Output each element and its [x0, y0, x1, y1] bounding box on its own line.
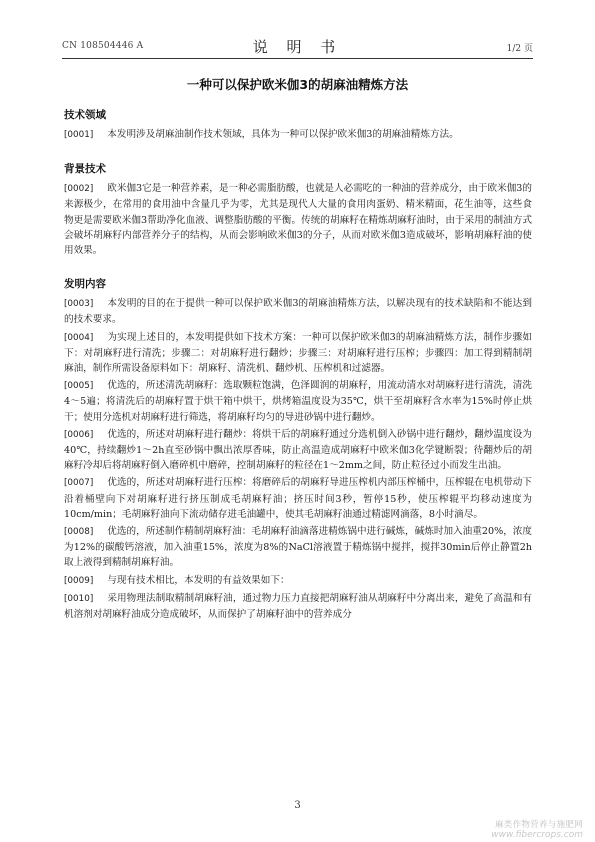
- document-type-heading: 说 明 书: [252, 38, 343, 56]
- paragraph-text: 优选的，所述清洗胡麻籽：选取颗粒饱满，色泽圆润的胡麻籽，用流动清水对胡麻籽进行清洗，清洗4～5遍；将清洗后的胡麻籽置于烘干箱中烘干，烘烤箱温度设为35℃，烘干至胡麻籽含水率为15%时停止烘干；使用分选机对胡麻籽进行筛选，将胡麻籽均匀的导进砂锅中进行翻炒。: [64, 380, 532, 423]
- page-count: 1/2 页: [506, 44, 533, 54]
- paragraph: [64, 330, 532, 377]
- paragraph-text: 优选的，所述对胡麻籽进行压榨：将磨碎后的胡麻籽导进压榨机内部压榨桶中，压榨辊在电机带动下沿着桶壁向下对胡麻籽进行挤压制成毛胡麻籽油；挤压时间3秒，暂停15秒，使压榨辊平均移动速度为10cm/min；毛胡麻籽油向下流动储存进毛油罐中，使其毛胡麻籽油通过精滤网滴落，8小时滴尽。: [64, 477, 532, 520]
- paragraph: [64, 591, 532, 622]
- paragraph-number: [0007]: [64, 478, 94, 489]
- paragraph-number: [0002]: [64, 184, 94, 195]
- paragraph-text: 优选的，所述制作精制胡麻籽油：毛胡麻籽油滴落进精炼锅中进行碱炼，碱炼时加入油重20%，浓度为12%的碳酸钙溶液，加入油重15%，浓度为8%的NaCl溶液置于精炼锅中搅拌，搅拌30min后停止静置2h取上液得到精制胡麻籽油。: [64, 526, 532, 569]
- paragraph: [64, 573, 532, 589]
- paragraph-text: 本发明的目的在于提供一种可以保护欧米伽3的胡麻油精炼方法，以解决现有的技术缺陷和不能达到的技术要求。: [64, 298, 532, 326]
- document-body: [64, 108, 532, 624]
- section-spacer: [64, 145, 532, 162]
- paragraph-text: 为实现上述目的，本发明提供如下技术方案：一种可以保护欧米伽3的胡麻油精炼方法，制作步骤如下：对胡麻籽进行清洗；步骤二：对胡麻籽进行翻炒；步骤三：对胡麻籽进行压榨；步骤四：加工得到精制胡麻油，制作所需设备原料如下：胡麻籽、清洗机、翻炒机、压榨机和过滤器。: [64, 331, 532, 375]
- watermark-url: www.fibercrops.com: [491, 830, 583, 840]
- paragraph-number: [0005]: [64, 381, 94, 392]
- page-number: 3: [294, 800, 301, 811]
- paragraph-text: 本发明涉及胡麻油制作技术领域，具体为一种可以保护欧米伽3的胡麻油精炼方法。: [107, 129, 459, 140]
- page-header: [62, 36, 533, 56]
- paragraph-number: [0006]: [64, 429, 94, 440]
- paragraph-number: [0004]: [64, 332, 94, 343]
- paragraph-number: [0008]: [64, 527, 94, 538]
- section-spacer: [64, 260, 532, 277]
- paragraph-text: 与现有技术相比，本发明的有益效果如下：: [107, 574, 290, 586]
- paragraph-number: [0010]: [64, 593, 94, 604]
- paragraph: [64, 296, 532, 327]
- paragraph-text: 欧米伽3它是一种营养素，是一种必需脂肪酸，也就是人必需吃的一种油的营养成分，由于欧米伽3的来源极少，在常用的食用油中含量几乎为零，尤其是现代人大量的食用肉蛋奶、精米精面，花生油等，这些食物更是需要欧米伽3帮助净化血液、调整脂肪酸的平衡。传统的胡麻籽在精炼胡麻籽油时，由于采用的制油方式会破坏胡麻籽内部营养分子的结构，从而会影响欧米伽3的分子，从而对欧米伽3造成破坏，影响胡麻籽油的使用效果。: [64, 183, 533, 257]
- publication-number: CN 108504446 A: [62, 41, 144, 51]
- paragraph: [64, 524, 532, 571]
- document-title: 一种可以保护欧米伽3的胡麻油精炼方法: [186, 77, 409, 92]
- paragraph-text: 采用物理法制取精制胡麻籽油，通过物力压力直接把胡麻籽油从胡麻籽中分离出来，避免了高温和有机溶剂对胡麻籽油成分造成破坏，从而保护了胡麻籽油中的营养成分: [64, 592, 532, 621]
- paragraph-number: [0001]: [64, 130, 94, 140]
- paragraph: [64, 378, 532, 425]
- site-watermark: [491, 818, 583, 840]
- paragraph-text: 优选的，所述对胡麻籽进行翻炒：将烘干后的胡麻籽通过分选机倒入砂锅中进行翻炒，翻炒温度设为40℃，持续翻炒1～2h直至砂锅中飘出浓厚香味，防止高温造成胡麻籽中欧米伽3化学键断裂；待翻炒后的胡麻籽冷却后将胡麻籽倒入磨碎机中磨碎，控制胡麻籽的粒径在1～2mm之间，防止粒径过小而发生出油。: [64, 428, 532, 472]
- paragraph: [64, 475, 532, 522]
- paragraph: [64, 127, 532, 143]
- section-heading: 发明内容: [64, 278, 106, 291]
- watermark-site-name: 麻类作物营养与施肥网: [494, 820, 583, 830]
- header-divider: [62, 58, 533, 59]
- paragraph-number: [0003]: [64, 299, 94, 310]
- paragraph: [64, 181, 532, 258]
- section-heading: 技术领域: [64, 109, 106, 121]
- section-heading: 背景技术: [64, 163, 106, 176]
- paragraph: [64, 427, 532, 474]
- paragraph-number: [0009]: [64, 575, 94, 586]
